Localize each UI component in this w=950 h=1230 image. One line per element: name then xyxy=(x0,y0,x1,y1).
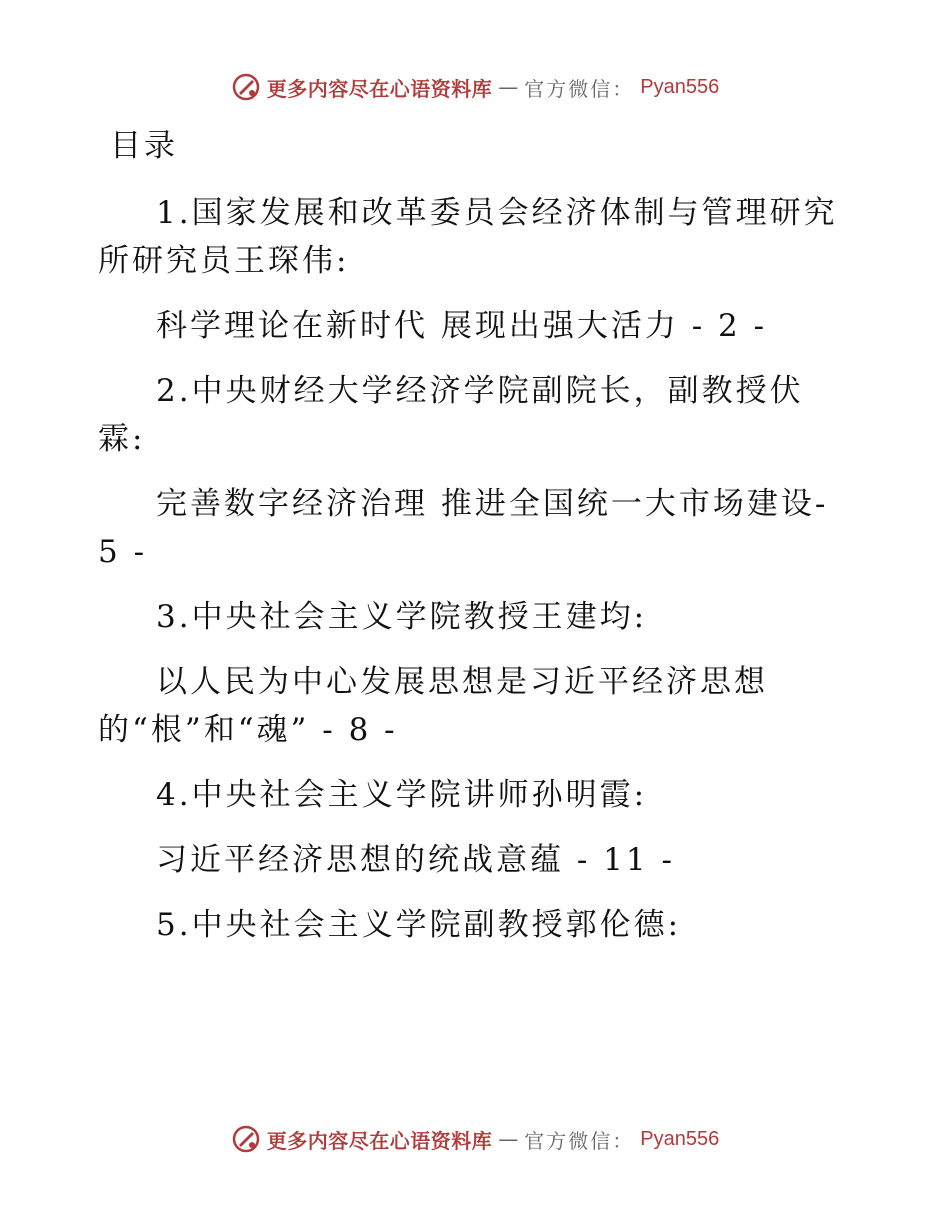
toc-entry-1-subtitle[interactable]: 科学理论在新时代 展现出强大活力 - 2 - xyxy=(156,308,768,344)
toc-title: 目录 xyxy=(110,128,178,164)
toc-entry-4-heading: 4.中央社会主义学院讲师孙明霞: xyxy=(156,777,648,813)
toc-entry-1-heading-cont: 所研究员王琛伟: xyxy=(98,243,350,279)
toc-entry-2-subtitle[interactable]: 完善数字经济治理 推进全国统一大市场建设- xyxy=(156,486,829,522)
header-watermark xyxy=(0,72,950,102)
watermark-label: 官方微信： xyxy=(524,76,635,101)
watermark-wechat-id: Pyan556 xyxy=(640,1127,720,1150)
logo-icon xyxy=(231,1124,261,1154)
toc-entry-3-subtitle-cont[interactable]: 的“根”和“魂” - 8 - xyxy=(98,712,398,748)
watermark-text: 更多内容尽在心语资料库 xyxy=(266,1128,493,1153)
table-of-contents xyxy=(98,122,858,949)
logo-icon xyxy=(231,72,261,102)
toc-entry-1-heading: 1.国家发展和改革委员会经济体制与管理研究 xyxy=(156,195,838,231)
watermark-label: 官方微信： xyxy=(524,1128,635,1153)
toc-entry-2-subtitle-cont[interactable]: 5 - xyxy=(98,534,148,570)
toc-entry-2-heading: 2.中央财经大学经济学院副院长，副教授伏 xyxy=(156,373,804,409)
toc-entry-2-heading-cont: 霖: xyxy=(98,421,146,457)
watermark-separator: — xyxy=(498,75,519,99)
toc-entry-3-heading: 3.中央社会主义学院教授王建均: xyxy=(156,599,648,635)
toc-entry-5-heading: 5.中央社会主义学院副教授郭伦德: xyxy=(156,907,682,943)
watermark-separator: — xyxy=(498,1127,519,1151)
footer-watermark xyxy=(0,1124,950,1154)
watermark-text: 更多内容尽在心语资料库 xyxy=(266,76,493,101)
toc-entry-3-subtitle[interactable]: 以人民为中心发展思想是习近平经济思想 xyxy=(156,664,768,700)
toc-entry-4-subtitle[interactable]: 习近平经济思想的统战意蕴 - 11 - xyxy=(156,842,675,878)
watermark-wechat-id: Pyan556 xyxy=(640,75,720,98)
